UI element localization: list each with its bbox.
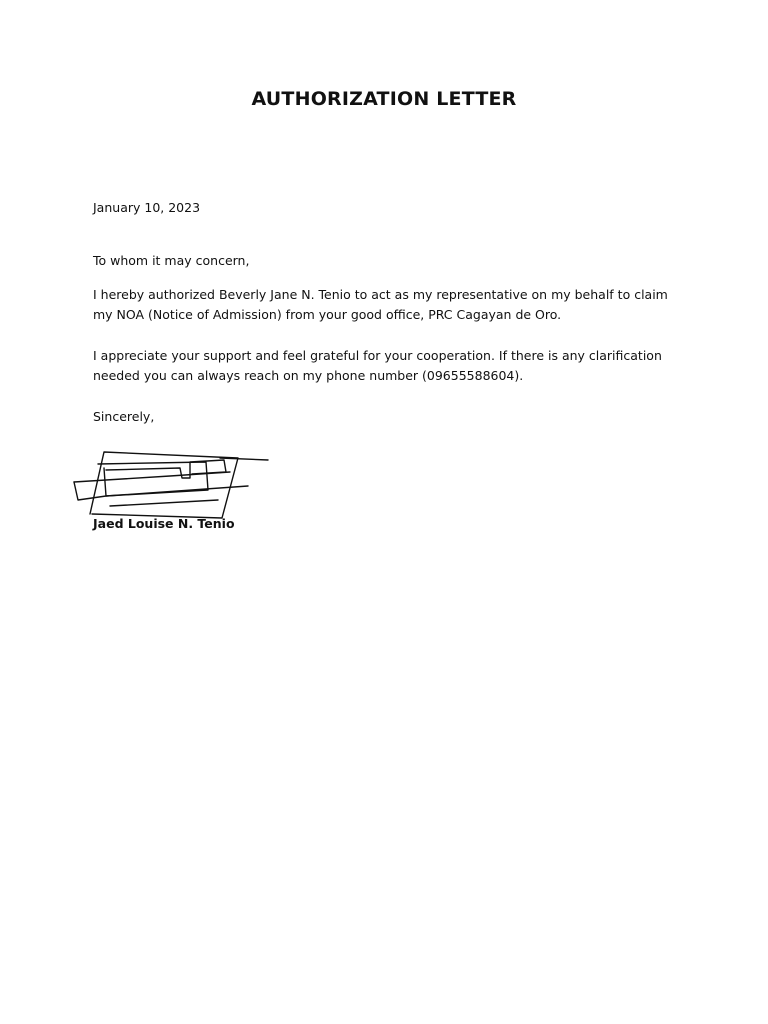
paragraph-1-line-1: I hereby authorized Beverly Jane N. Tenio to act as my representative on my behalf to claim bbox=[93, 287, 668, 302]
letter-date: January 10, 2023 bbox=[93, 200, 201, 215]
letter-title: AUTHORIZATION LETTER bbox=[251, 88, 517, 110]
signer-name: Jaed Louise N. Tenio bbox=[93, 516, 235, 531]
body-paragraph-2 bbox=[93, 346, 662, 386]
handwritten-signature bbox=[70, 448, 275, 520]
closing: Sincerely, bbox=[93, 409, 155, 424]
salutation: To whom it may concern, bbox=[93, 253, 250, 268]
paragraph-2-line-1: I appreciate your support and feel grateful for your cooperation. If there is any clarification bbox=[93, 348, 662, 363]
paragraph-1-line-2: my NOA (Notice of Admission) from your good office, PRC Cagayan de Oro. bbox=[93, 307, 562, 322]
body-paragraph-1 bbox=[93, 285, 668, 325]
paragraph-2-line-2: needed you can always reach on my phone number (09655588604). bbox=[93, 368, 524, 383]
